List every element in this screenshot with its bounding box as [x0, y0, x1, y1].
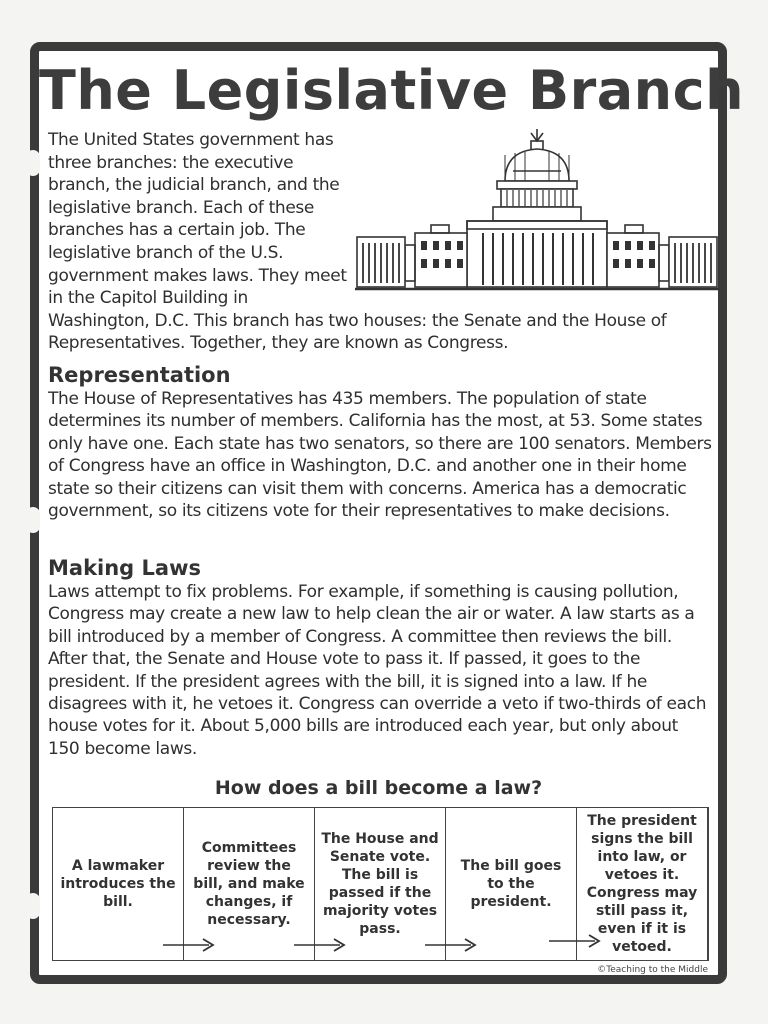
flow-step-text: The president signs the bill into law, or vetoes it. Congress may still pass it, even if it is vetoed. — [586, 813, 698, 955]
arrow-right-icon — [549, 934, 601, 948]
section-body-making-laws: Laws attempt to fix problems. For example, if something is causing pollution, Congress may create a new law to help clean the air or water. A law starts as a bill introduced by a member of Congress. A committee then reviews the bill. After that, the Senate and House vote to pass it. If passed, it goes to the president. If the president agrees with the bill, it is signed into a law. If he disagrees with it, he vetoes it. Congress can override a veto if two-thirds of each house votes for it. About 5,000 bills are introduced each year, but only about 150 become laws. — [48, 582, 707, 759]
arrow-right-icon — [163, 938, 215, 952]
arrow-right-icon — [425, 938, 477, 952]
copyright-notice: ©Teaching to the Middle — [597, 965, 708, 975]
bill-process-flowchart — [52, 807, 709, 961]
section-heading-representation: Representation — [48, 363, 231, 387]
flow-step-text: Committees review the bill, and make changes, if necessary. — [193, 840, 305, 928]
binder-hole — [26, 150, 40, 176]
section-heading-making-laws: Making Laws — [48, 556, 201, 580]
capitol-building-icon — [355, 129, 719, 301]
section-body-representation: The House of Representatives has 435 members. The population of state determines its number of members. California has the most, at 53. Some states only have one. Each state has two senators, so there are 100 senators. Members of Congress have an office in Washington, D.C. and another one in their home state so their citizens can visit them with concerns. America has a democratic government, so its citizens vote for their representatives to make decisions. — [48, 389, 712, 522]
arrow-right-icon — [294, 938, 346, 952]
page-title: The Legislative Branch — [39, 59, 745, 122]
flow-step-text: The House and Senate vote. The bill is passed if the majority votes pass. — [321, 831, 439, 937]
flow-step-text: The bill goes to the president. — [460, 858, 562, 910]
worksheet-frame — [30, 42, 745, 984]
binder-hole — [26, 507, 40, 533]
intro-text: The United States government has three branches: the executive branch, the judicial branch, and the legislative branch. Each of these branches has a certain job. The legislative branch of the U.S. government makes laws. They meet in the Capitol Building in Washington, D.C. This branch has two houses: the Senate and the House of Representatives. Together, they are known as Congress. — [48, 130, 667, 354]
intro-paragraph — [48, 129, 713, 355]
flow-step-text: A lawmaker introduces the bill. — [60, 858, 176, 910]
binder-hole — [26, 893, 40, 919]
bill-process-question: How does a bill become a law? — [214, 777, 543, 799]
